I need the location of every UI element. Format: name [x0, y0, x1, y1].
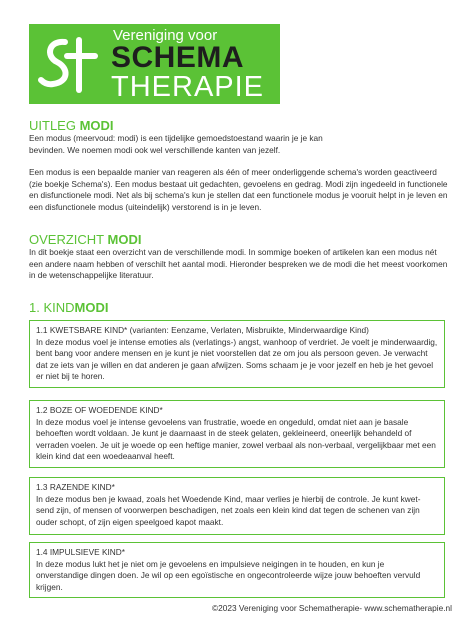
overzicht-title: OVERZICHT MODI — [29, 232, 142, 247]
modus-box-razende-kind — [29, 477, 445, 535]
modus-box-boze-kind — [29, 400, 445, 468]
modus-description: In deze modus voel je intense gevoelens van frustratie, woede en ongeduld, omdat niet aan je basale behoeften wordt voldaan. Je kunt je daarnaast in de steek gelaten, gekleineerd, oneerlijk behandeld of verraden voelen. Je uit je woede op een heftige manier, zowel verbaal als non-verbaal, vergelijkbaar met een klein kind dat een woedeaanval heeft. — [36, 416, 436, 462]
logo — [29, 24, 280, 104]
footer-copyright: ©2023 Vereniging voor Schematherapie- www.schematherapie.nl — [212, 603, 452, 613]
logo-text-line3: THERAPIE — [111, 71, 265, 103]
overzicht-paragraph: In dit boekje staat een overzicht van de verschillende modi. In sommige boeken of artikelen kan een modus nét een andere naam hebben of verschilt het aantal modi. Hieronder bespreken we de modi die het meest voorkomen in de wetenschappelijke literatuur. — [29, 247, 448, 281]
modus-box-impulsieve-kind — [29, 542, 445, 598]
modus-description: In deze modus voel je intense emoties als (verlatings-) angst, wanhoop of verdriet. Je voelt je minderwaardig, bent bang voor andere mensen en je kunt je niet voorstellen dat ze om jou als persoon geven. Je verwacht dat ze iets van je willen en dat anderen je gaan afwijzen. Soms schaam je je voor jezelf en heb je het gevoel er niet bij te horen. — [36, 336, 438, 382]
logo-text-line2: SCHEMA — [111, 41, 245, 74]
modus-description: In deze modus ben je kwaad, zoals het Woedende Kind, maar verlies je hierbij de controle. Je kunt kwet-send zijn, of mensen of voorwerpen beschadigen, net zoals een klein kind dat tegen de schenen van zijn ouder schopt, of zijn eigen speelgoed kapot maakt. — [36, 493, 421, 527]
uitleg-paragraph-2: Een modus is een bepaalde manier van reageren als één of meer onderliggende schema's worden geactiveerd (zie boekje Schema's). Een modus bestaat uit gedachten, gevoelens en gedrag. Modi zijn ingedeeld in functionele en disfunctionele modi. Net als bij schema's kun je stellen dat een functionele modus je vooruit helpt in je leven en een disfunctionele modus (uiteindelijk) verstorend is in je leven. — [29, 167, 448, 212]
uitleg-title: UITLEG MODI — [29, 118, 114, 133]
modus-title: 1.1 KWETSBARE KIND* (varianten: Eenzame, Verlaten, Misbruikte, Minderwaardige Kind) — [36, 325, 369, 335]
modus-title: 1.2 BOZE OF WOEDENDE KIND* — [36, 405, 163, 415]
logo-text-line1: Vereniging voor — [113, 27, 218, 44]
modus-box-kwetsbare-kind — [29, 320, 445, 388]
kindmodi-title: 1. KINDMODI — [29, 300, 109, 315]
modus-description: In deze modus lukt het je niet om je gevoelens en impulsieve neigingen in te houden, en kun je onverstandige dingen doen. Je wil op een egoïstische en ongecontroleerde wijze jouw behoeften vervuld krijgen. — [36, 558, 421, 592]
modus-title: 1.4 IMPULSIEVE KIND* — [36, 547, 125, 557]
modus-title: 1.3 RAZENDE KIND* — [36, 482, 115, 492]
uitleg-paragraph-1: Een modus (meervoud: modi) is een tijdelijke gemoedstoestand waarin je je kan bevinden. We noemen modi ook wel verschillende kanten van jezelf. — [29, 133, 323, 155]
logo-st-mark-icon — [35, 30, 103, 98]
